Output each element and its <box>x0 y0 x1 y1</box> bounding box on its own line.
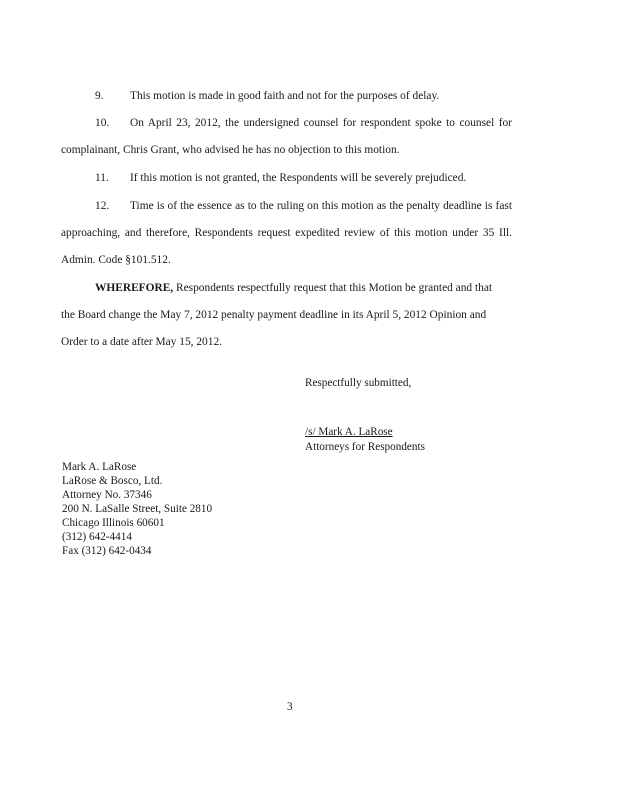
signature-title: Attorneys for Respondents <box>305 441 425 453</box>
wherefore-line-1-rest: Respondents respectfully request that this Motion be granted and that <box>173 282 493 294</box>
address-attorney-no: Attorney No. 37346 <box>62 489 152 501</box>
paragraph-12-number: 12. <box>95 200 110 212</box>
paragraph-9-number: 9. <box>95 90 104 102</box>
wherefore-line-3: Order to a date after May 15, 2012. <box>61 336 222 348</box>
paragraph-11-text: If this motion is not granted, the Respondents will be severely prejudiced. <box>130 172 467 184</box>
paragraph-12-line-3: Admin. Code §101.512. <box>61 254 171 266</box>
paragraph-10-line-2: complainant, Chris Grant, who advised he has no objection to this motion. <box>61 144 400 156</box>
signature-line: /s/ Mark A. LaRose <box>305 426 393 438</box>
closing: Respectfully submitted, <box>305 377 412 389</box>
paragraph-9-text: This motion is made in good faith and not for the purposes of delay. <box>130 90 440 102</box>
paragraph-10-line-1: On April 23, 2012, the undersigned counsel for respondent spoke to counsel for <box>130 117 512 129</box>
address-name: Mark A. LaRose <box>62 461 137 473</box>
wherefore-lead: WHEREFORE, <box>95 282 174 294</box>
address-city: Chicago Illinois 60601 <box>62 517 165 529</box>
address-firm: LaRose & Bosco, Ltd. <box>62 475 163 487</box>
paragraph-10-number: 10. <box>95 117 110 129</box>
wherefore-line-2: the Board change the May 7, 2012 penalty payment deadline in its April 5, 2012 Opinion and <box>61 309 487 321</box>
address-fax: Fax (312) 642-0434 <box>62 545 152 557</box>
page-number: 3 <box>287 701 293 713</box>
paragraph-12-line-2: approaching, and therefore, Respondents request expedited review of this motion under 35 Ill. <box>61 227 512 239</box>
address-street: 200 N. LaSalle Street, Suite 2810 <box>62 503 213 515</box>
wherefore-line-1 <box>95 281 492 295</box>
address-phone: (312) 642-4414 <box>62 531 132 543</box>
paragraph-11-number: 11. <box>95 172 109 184</box>
paragraph-12-line-1: Time is of the essence as to the ruling on this motion as the penalty deadline is fast <box>130 200 512 212</box>
